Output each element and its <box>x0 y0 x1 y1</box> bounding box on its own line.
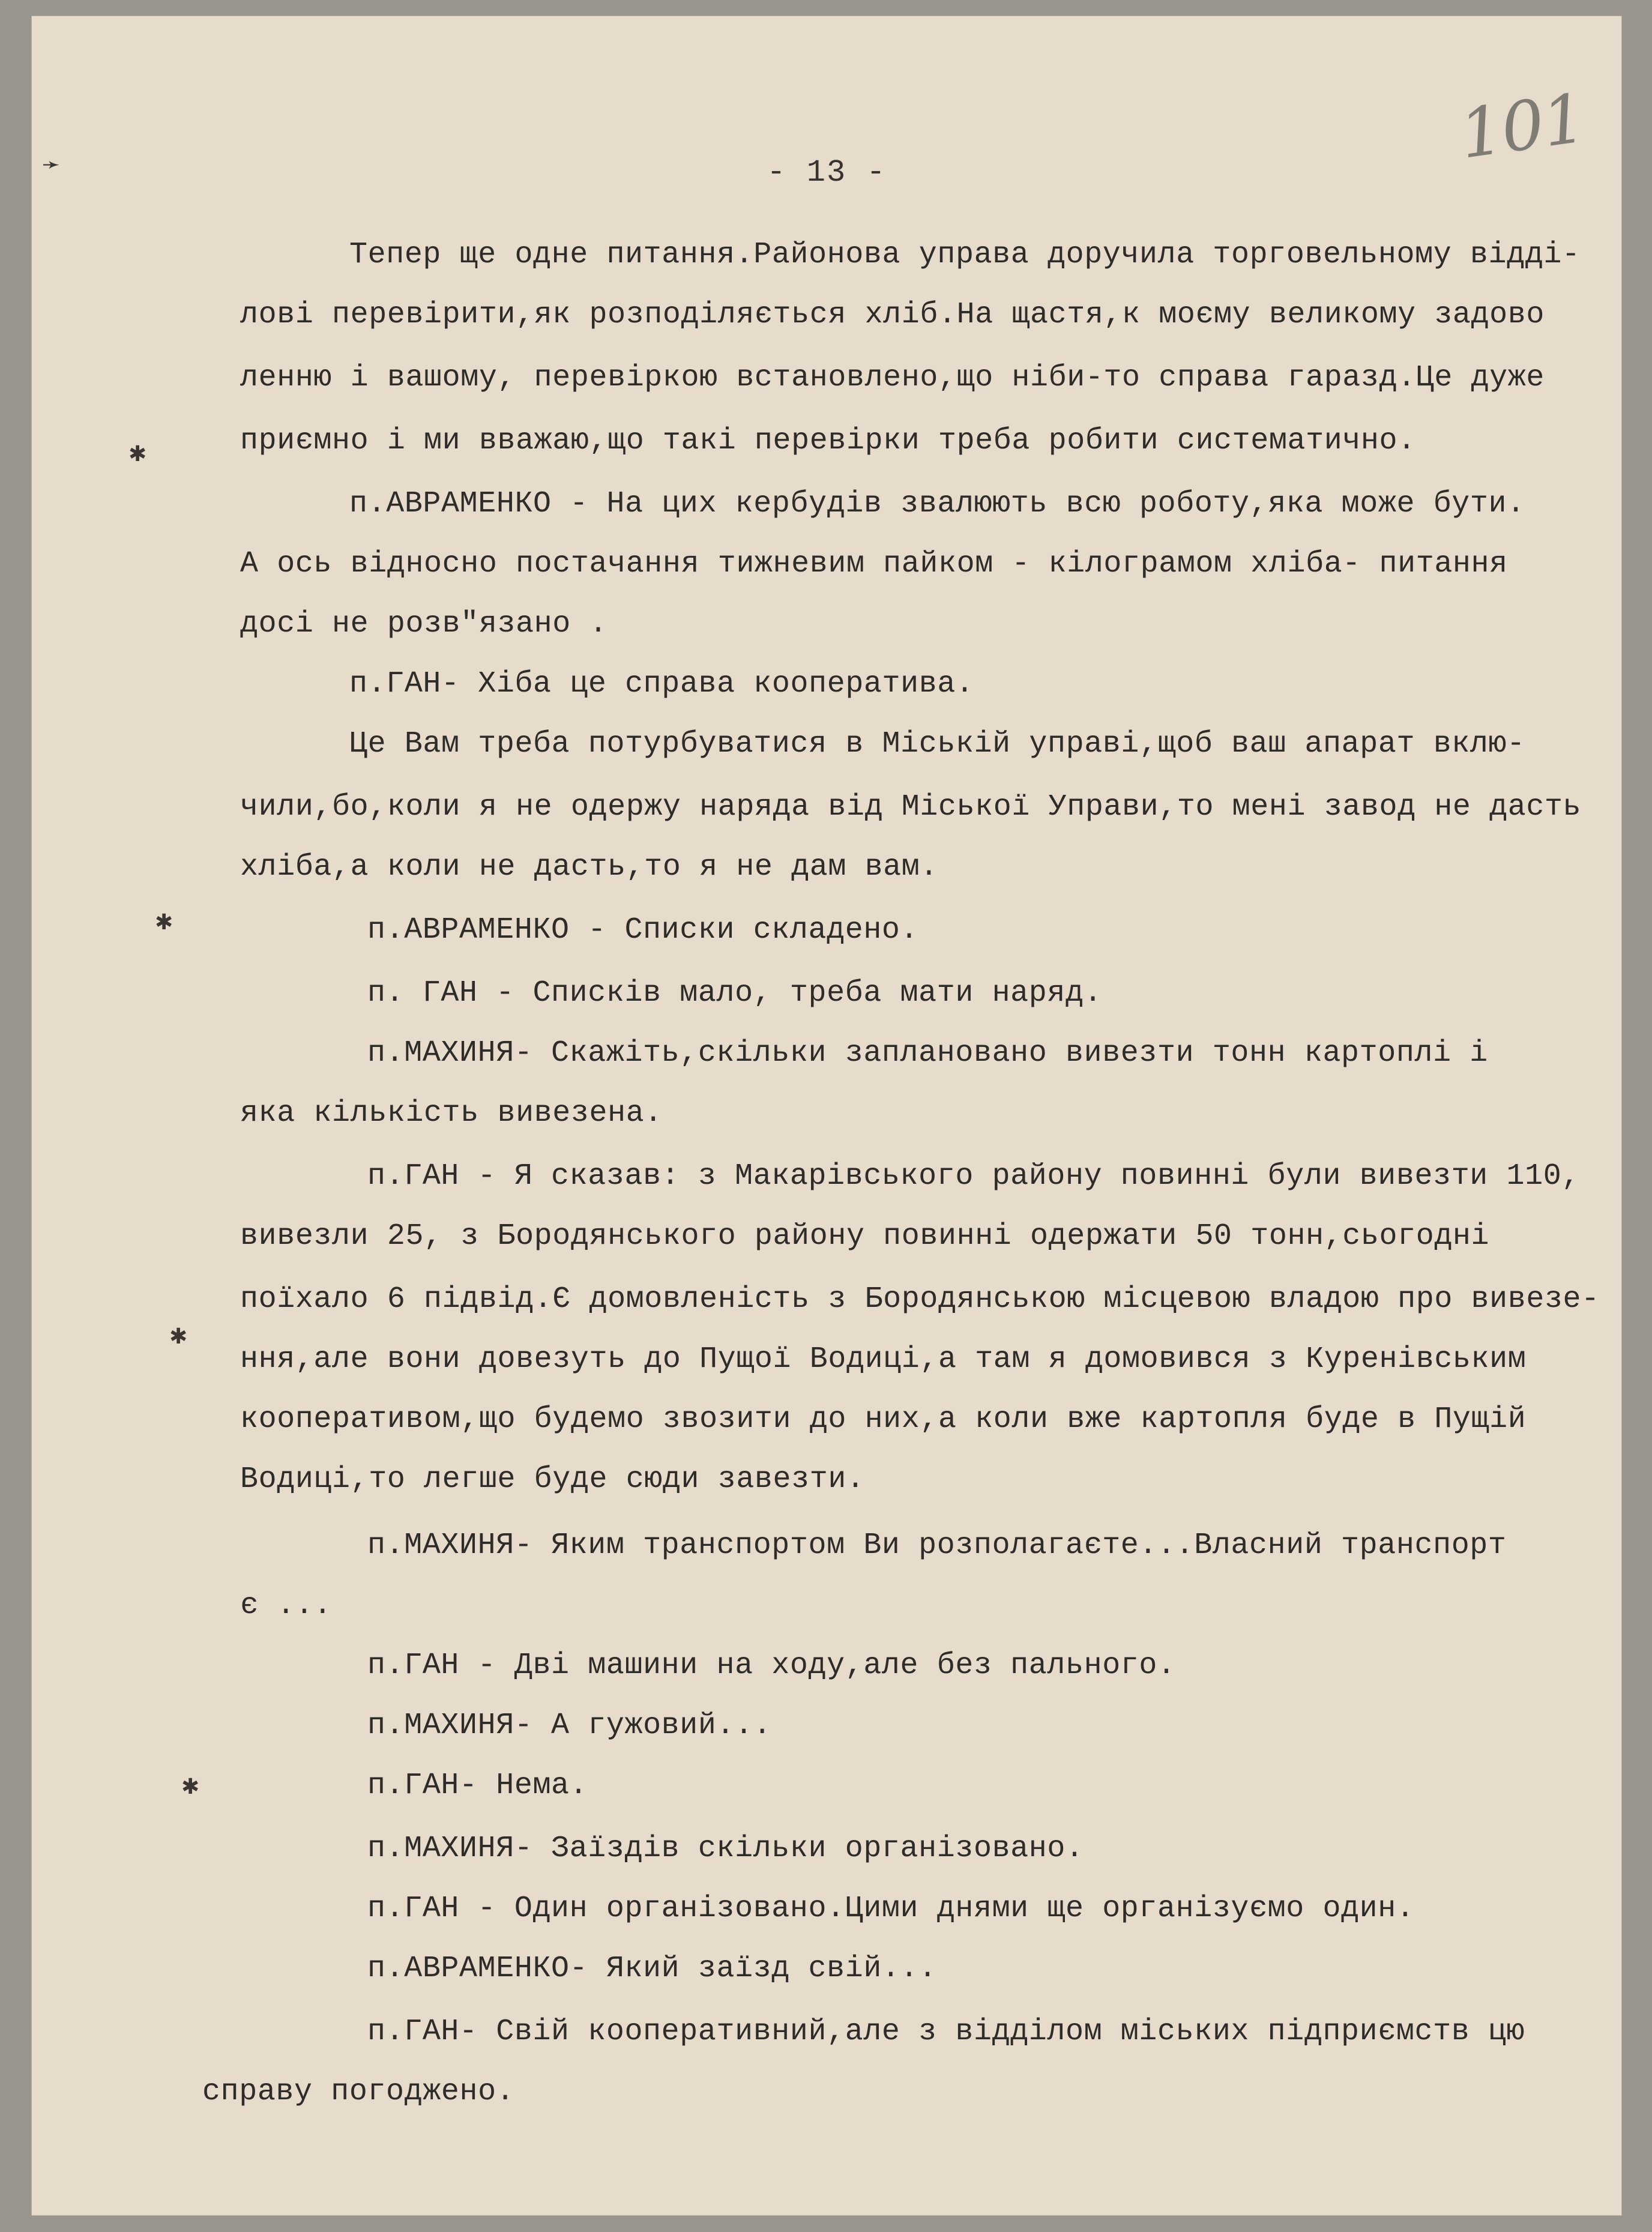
speaker-line: п.АВРАМЕНКО- Який заїзд свій... <box>367 1952 937 1986</box>
archive-folio-number: 101 <box>1455 79 1590 174</box>
text-line: є ... <box>240 1588 333 1623</box>
text-line: Тепер ще одне питання.Районова управа доручила торговельному відді- <box>349 238 1581 272</box>
speaker-line: п.МАХИНЯ- Заїздів скільки організовано. <box>367 1832 1084 1866</box>
margin-mark: ➛ <box>42 152 61 177</box>
text-line: Водиці,то легше буде сюди завезти. <box>240 1462 865 1497</box>
speaker-line: п.АВРАМЕНКО - Списки складено. <box>367 913 919 947</box>
text-line: поїхало 6 підвід.Є домовленість з Бородянською місцевою владою про вивезе- <box>240 1282 1600 1317</box>
text-line: кооперативом,що будемо звозити до них,а коли вже картопля буде в Пущій <box>240 1402 1527 1437</box>
margin-mark: ✱ <box>181 1775 200 1799</box>
text-line: хліба,а коли не дасть,то я не дам вам. <box>240 850 938 884</box>
page-number: - 13 - <box>767 155 887 190</box>
text-line: А ось відносно постачання тижневим пайком - кілограмом хліба- питання <box>240 547 1508 581</box>
text-line: чили,бо,коли я не одержу наряда від Міської Управи,то мені завод не дасть <box>240 790 1582 824</box>
text-line: досі не розв"язано . <box>240 607 608 641</box>
speaker-line: п.ГАН- Свій кооперативний,але з відділом міських підприємств цю <box>367 2015 1525 2049</box>
text-line: яка кількість вивезена. <box>240 1096 663 1130</box>
text-line: ння,але вони довезуть до Пущої Водиці,а там я домовився з Куренівським <box>240 1342 1527 1377</box>
speaker-line: п.АВРАМЕНКО - На цих кербудів звалюють всю роботу,яка може бути. <box>349 487 1525 521</box>
margin-mark: ✱ <box>128 442 147 466</box>
text-line: Це Вам треба потурбуватися в Міській управі,щоб ваш апарат вклю- <box>349 727 1525 761</box>
speaker-line: п.ГАН - Один організовано.Цими днями ще організуємо один. <box>367 1892 1415 1926</box>
speaker-line: п. ГАН - Списків мало, треба мати наряд. <box>367 976 1103 1010</box>
margin-mark: ✱ <box>155 910 173 935</box>
text-line: лові перевірити,як розподіляється хліб.На щастя,к моєму великому задово <box>240 298 1545 332</box>
speaker-line: п.МАХИНЯ- Яким транспортом Ви розполагаєте...Власний транспорт <box>367 1528 1507 1563</box>
speaker-line: п.ГАН - Дві машини на ходу,але без пального. <box>367 1648 1176 1683</box>
text-line: приємно і ми вважаю,що такі перевірки треба робити систематично. <box>240 424 1416 458</box>
speaker-line: п.МАХИНЯ- А гужовий... <box>367 1709 772 1743</box>
speaker-line: п.ГАН- Хіба це справа кооператива. <box>349 667 974 701</box>
speaker-line: п.ГАН- Нема. <box>367 1769 588 1803</box>
document-page <box>31 16 1622 2216</box>
text-line: ленню і вашому, перевіркою встановлено,що ніби-то справа гаразд.Це дуже <box>240 361 1545 395</box>
text-line: справу погоджено. <box>202 2075 515 2109</box>
text-line: вивезли 25, з Бородянського району повинні одержати 50 тонн,сьогодні <box>240 1219 1490 1253</box>
speaker-line: п.МАХИНЯ- Скажіть,скільки заплановано вивезти тонн картоплі і <box>367 1036 1488 1070</box>
margin-mark: ✱ <box>169 1324 188 1349</box>
speaker-line: п.ГАН - Я сказав: з Макарівського району повинні були вивезти 110, <box>367 1159 1580 1193</box>
